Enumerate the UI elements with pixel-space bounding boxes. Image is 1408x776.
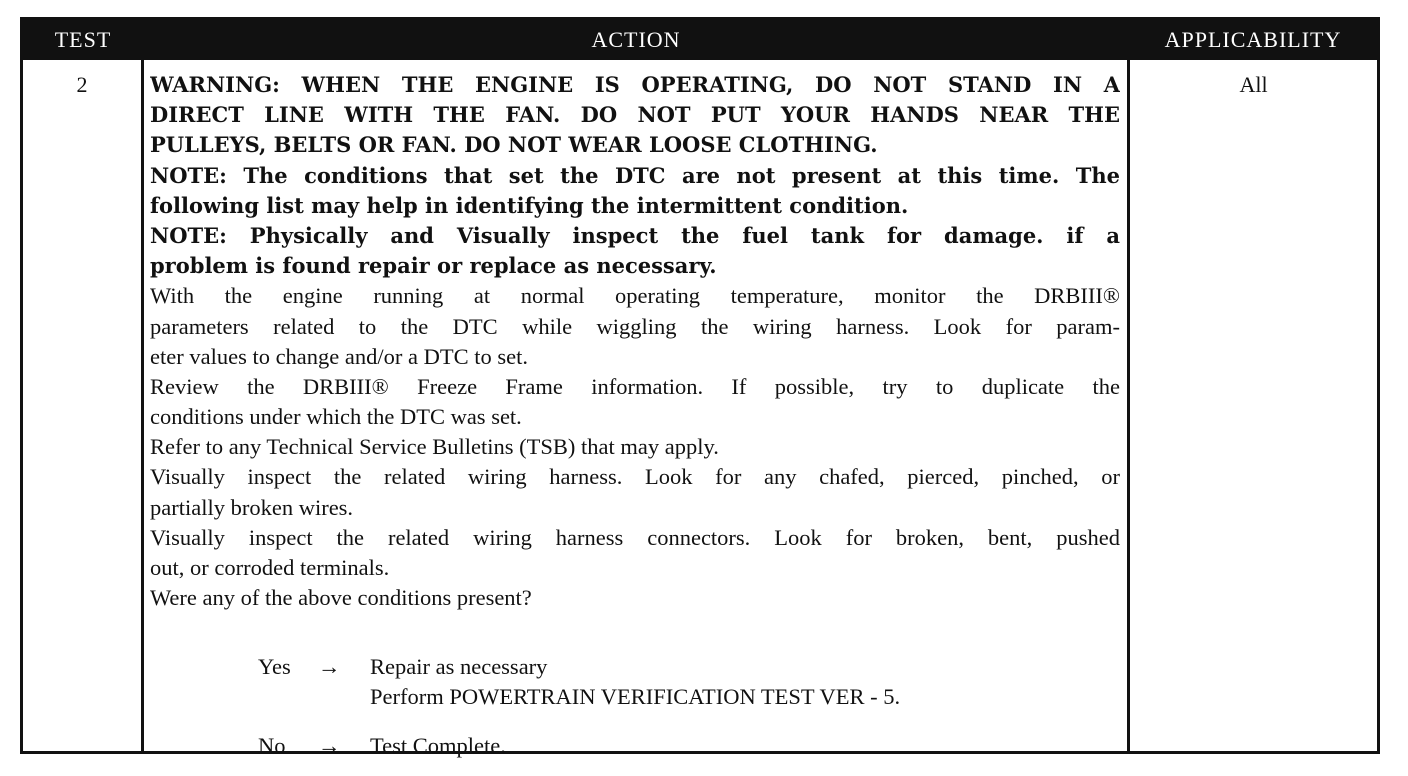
- action-line: With the engine running at normal operating temperature, monitor the DRBIII®: [150, 283, 1120, 309]
- action-line: conditions under which the DTC was set.: [150, 404, 522, 430]
- applicability-value: All: [1239, 72, 1268, 97]
- answer-no: [258, 731, 1118, 761]
- answer-yes-line-1: Repair as necessary: [370, 654, 548, 679]
- header-test: TEST: [54, 27, 112, 52]
- action-line: out, or corroded terminals.: [150, 555, 390, 580]
- action-line: eter values to change and/or a DTC to set.: [150, 343, 528, 369]
- action-line: Visually inspect the related wiring harness. Look for any chafed, pierced, pinched, or: [150, 464, 1120, 490]
- action-line: WARNING: WHEN THE ENGINE IS OPERATING, DO NOT STAND IN A: [150, 72, 1120, 97]
- answer-no-line-1: Test Complete.: [370, 733, 506, 758]
- action-cell: [150, 70, 1120, 613]
- action-line: NOTE: Physically and Visually inspect the fuel tank for damage. if a: [150, 222, 1120, 248]
- action-line: parameters related to the DTC while wiggling the wiring harness. Look for param-: [150, 313, 1120, 339]
- action-line: problem is found repair or replace as necessary.: [150, 253, 717, 279]
- action-line: Visually inspect the related wiring harness connectors. Look for broken, bent, pushed: [150, 524, 1120, 550]
- arrow-right-icon: →: [318, 654, 341, 679]
- diagnostic-table: [20, 17, 1380, 758]
- action-line: partially broken wires.: [150, 494, 354, 520]
- header-applicability: APPLICABILITY: [1164, 27, 1342, 52]
- answer-yes: [258, 652, 1118, 712]
- action-line: Refer to any Technical Service Bulletins (TSB) that may apply.: [150, 434, 719, 460]
- action-line: Were any of the above conditions present?: [150, 585, 532, 611]
- arrow-right-icon: →: [318, 733, 341, 758]
- header-action: ACTION: [591, 27, 681, 52]
- action-line: Review the DRBIII® Freeze Frame information. If possible, try to duplicate the: [150, 373, 1120, 399]
- action-line: DIRECT LINE WITH THE FAN. DO NOT PUT YOUR HANDS NEAR THE: [150, 102, 1120, 128]
- table-header-row: [23, 20, 1377, 60]
- answer-yes-line-2: Perform POWERTRAIN VERIFICATION TEST VER - 5.: [370, 684, 901, 709]
- action-line: NOTE: The conditions that set the DTC are not present at this time. The: [150, 162, 1120, 188]
- action-line: PULLEYS, BELTS OR FAN. DO NOT WEAR LOOSE CLOTHING.: [150, 132, 878, 158]
- column-divider-action-applicability: [1127, 60, 1130, 754]
- action-line: following list may help in identifying the intermittent condition.: [150, 192, 909, 218]
- answer-no-label: No: [258, 733, 286, 758]
- column-divider-test-action: [141, 60, 144, 754]
- test-number: 2: [76, 72, 88, 97]
- answer-yes-label: Yes: [258, 654, 291, 679]
